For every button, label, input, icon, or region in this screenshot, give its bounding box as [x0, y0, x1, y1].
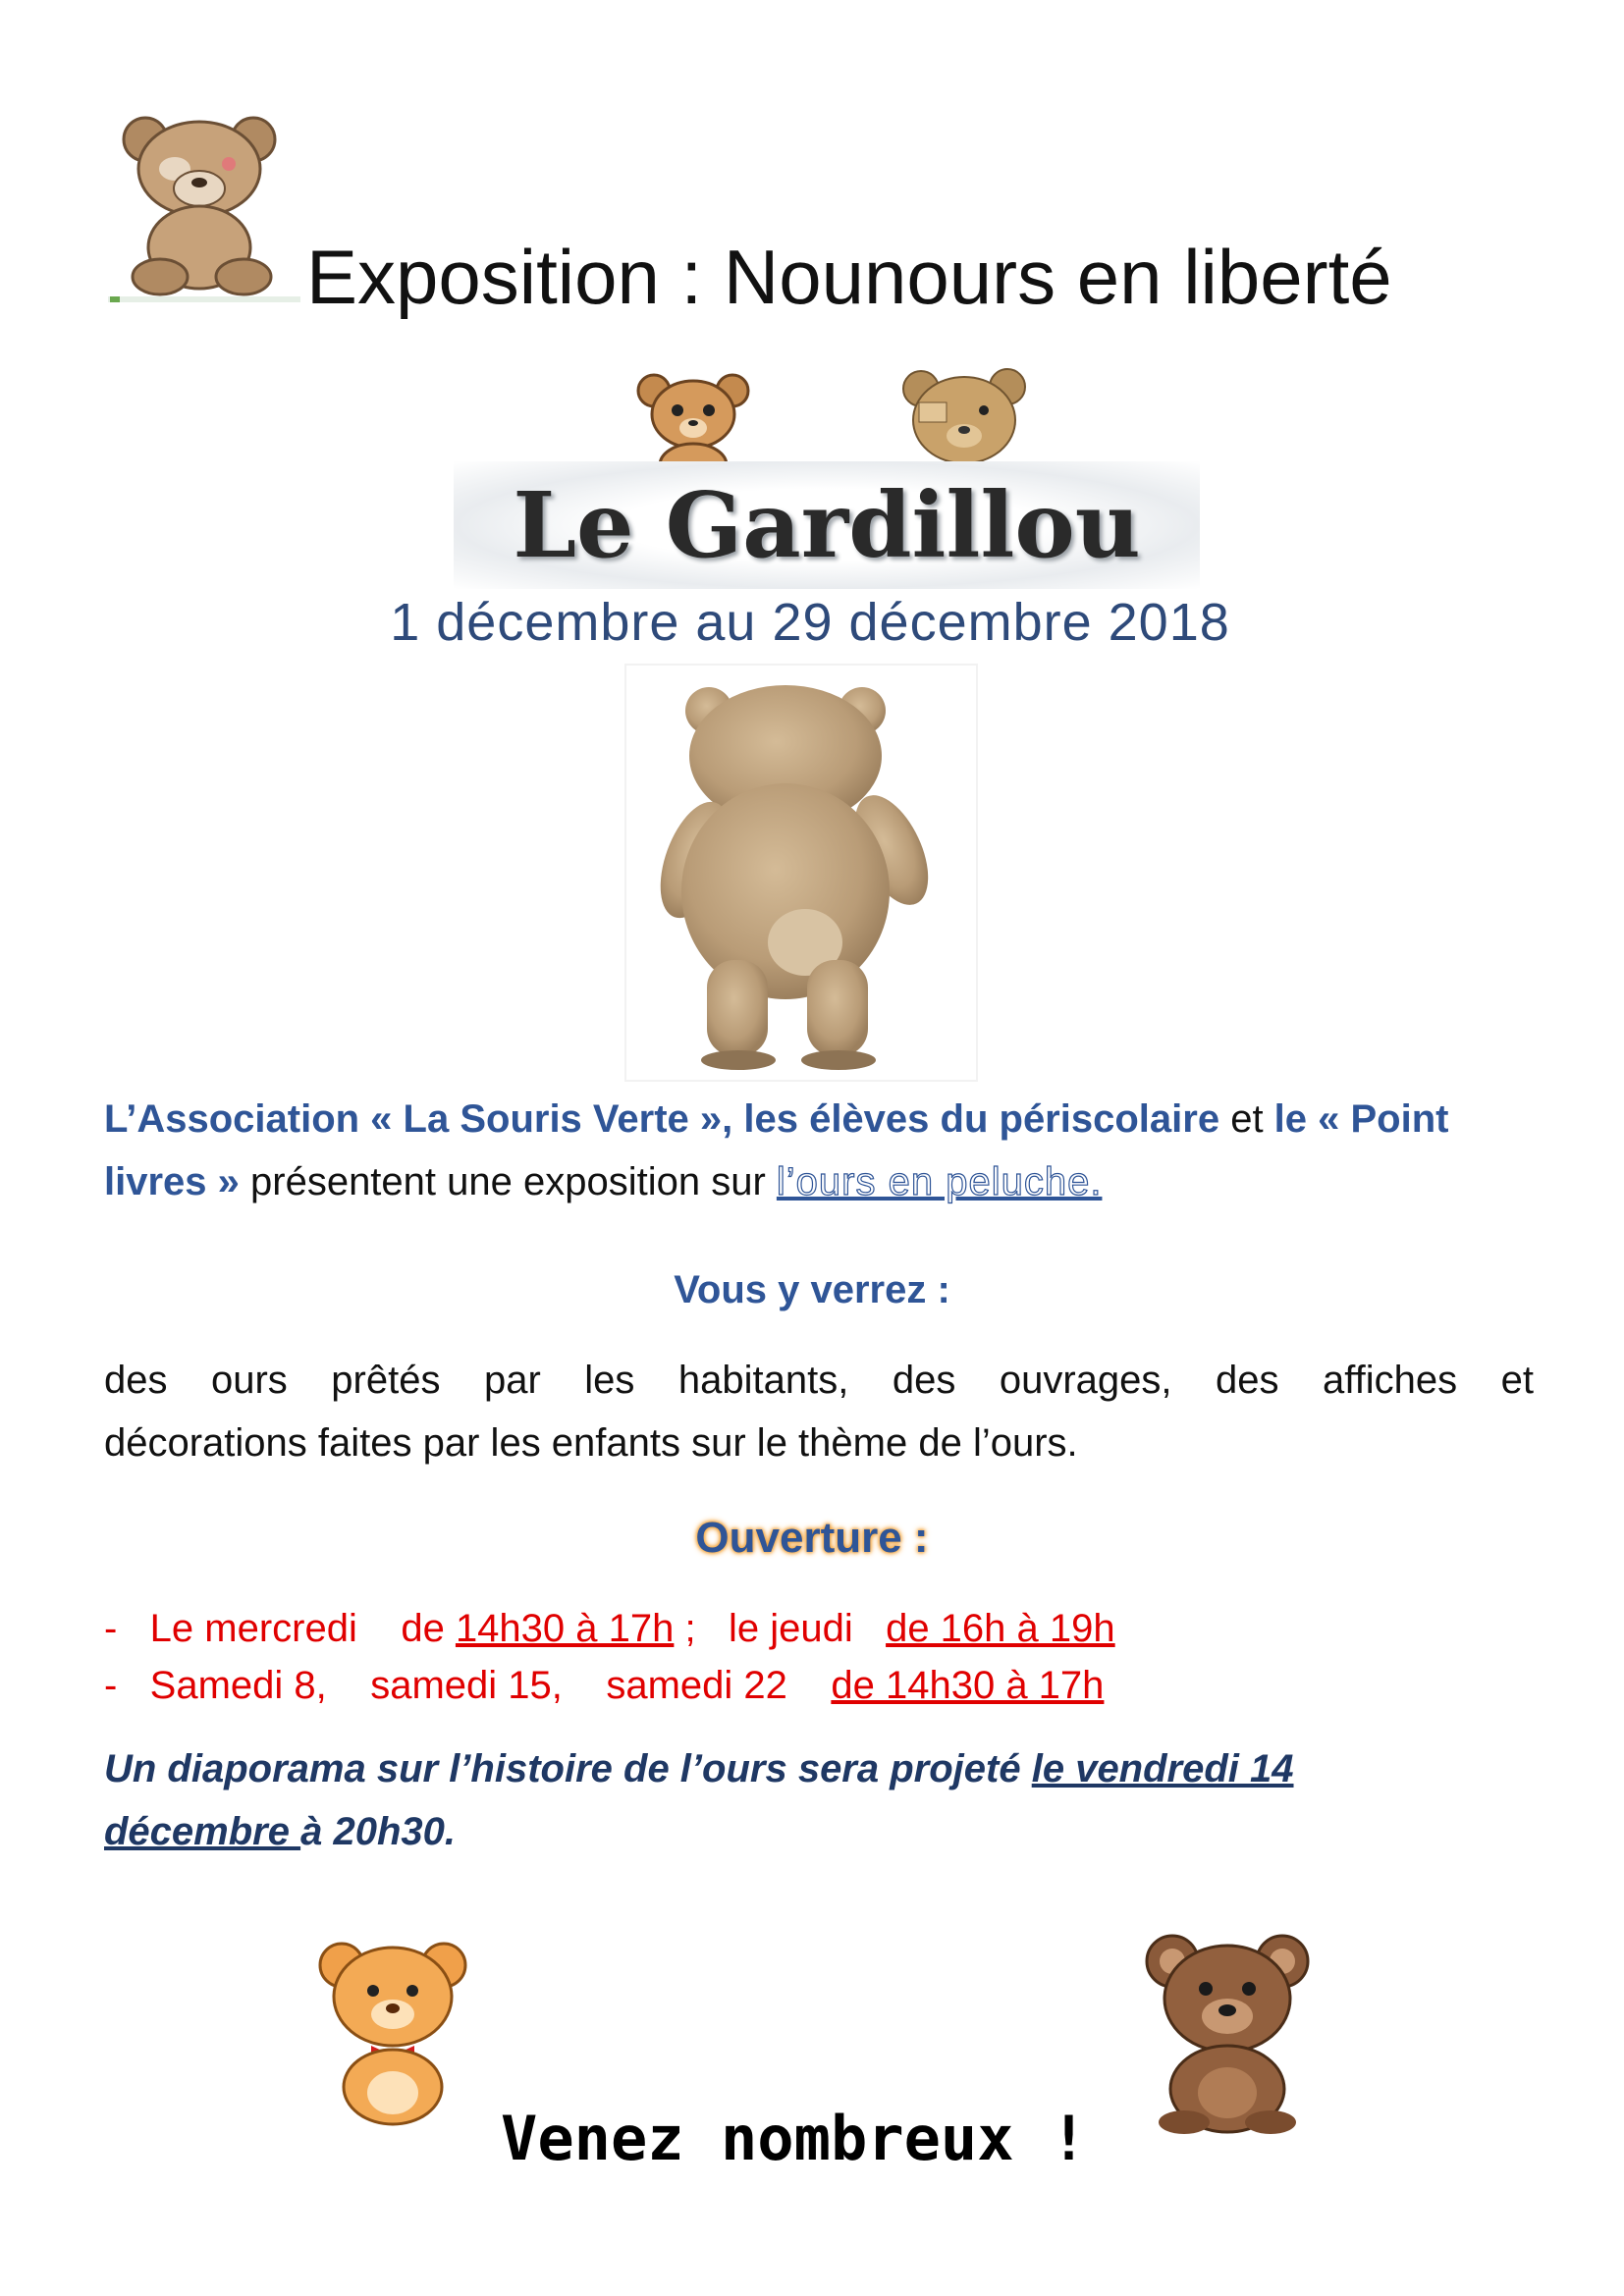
bullet-dash: - [104, 1664, 118, 1707]
teddy-bear-back-photo [638, 677, 962, 1070]
cartoon-bear-top-left-image [106, 110, 302, 306]
hours-line-2 [104, 1657, 1534, 1714]
exhibit-description [104, 1349, 1534, 1474]
teddy-topic-link[interactable]: l’ours en peluche. [776, 1160, 1103, 1203]
slideshow-date-2: décembre [104, 1810, 301, 1853]
organizers-text: L’Association « La Souris Verte », les élèves du périscolaire [104, 1097, 1220, 1141]
hours-from: de [401, 1607, 456, 1650]
opening-heading: Ouverture : [695, 1514, 929, 1562]
exhibition-dates: 1 décembre au 29 décembre 2018 [390, 593, 1230, 652]
saturday-15: samedi 15, [370, 1664, 563, 1707]
hours-separator: ; [674, 1607, 696, 1650]
slideshow-text: Un diaporama sur l’histoire de l’ours sera projeté [104, 1747, 1032, 1790]
orange-bear-red-bow-image [312, 1936, 477, 2128]
brown-bear-image [1135, 1930, 1322, 2136]
point-livres-text: le « Point livres » [104, 1097, 1449, 1203]
saturday-22: samedi 22 [606, 1664, 787, 1707]
description-line-2: décorations faites par les enfants sur le thème de l’ours. [104, 1421, 1078, 1465]
slideshow-date-1: le vendredi 14 [1031, 1747, 1294, 1790]
hours-day-thursday: le jeudi [728, 1607, 853, 1650]
hours-saturday-time: de 14h30 à 17h [831, 1664, 1105, 1707]
slideshow-time: à 20h30. [300, 1810, 456, 1853]
poster-title: Exposition : Nounours en liberté [306, 234, 1392, 320]
description-line-1: des ours prêtés par les habitants, des ouvrages, des affiches et [104, 1359, 1534, 1402]
intro-paragraph [104, 1088, 1534, 1213]
saturday-8: Samedi 8, [149, 1664, 327, 1707]
hours-thursday-time: de 16h à 19h [886, 1607, 1115, 1650]
closing-call: Venez nombreux ! [501, 2103, 1088, 2174]
intro-middle-text: présentent une exposition sur [239, 1160, 777, 1203]
see-heading: Vous y verrez : [674, 1268, 950, 1311]
hours-line-1 [104, 1600, 1534, 1657]
hours-day-wednesday: Le mercredi [149, 1607, 357, 1650]
bullet-dash: - [104, 1607, 118, 1650]
slideshow-announcement [104, 1737, 1479, 1863]
hours-wednesday-time: 14h30 à 17h [455, 1607, 675, 1650]
le-gardillou-logo: Le Gardillou [513, 472, 1141, 578]
conjunction-text: et [1219, 1097, 1274, 1141]
